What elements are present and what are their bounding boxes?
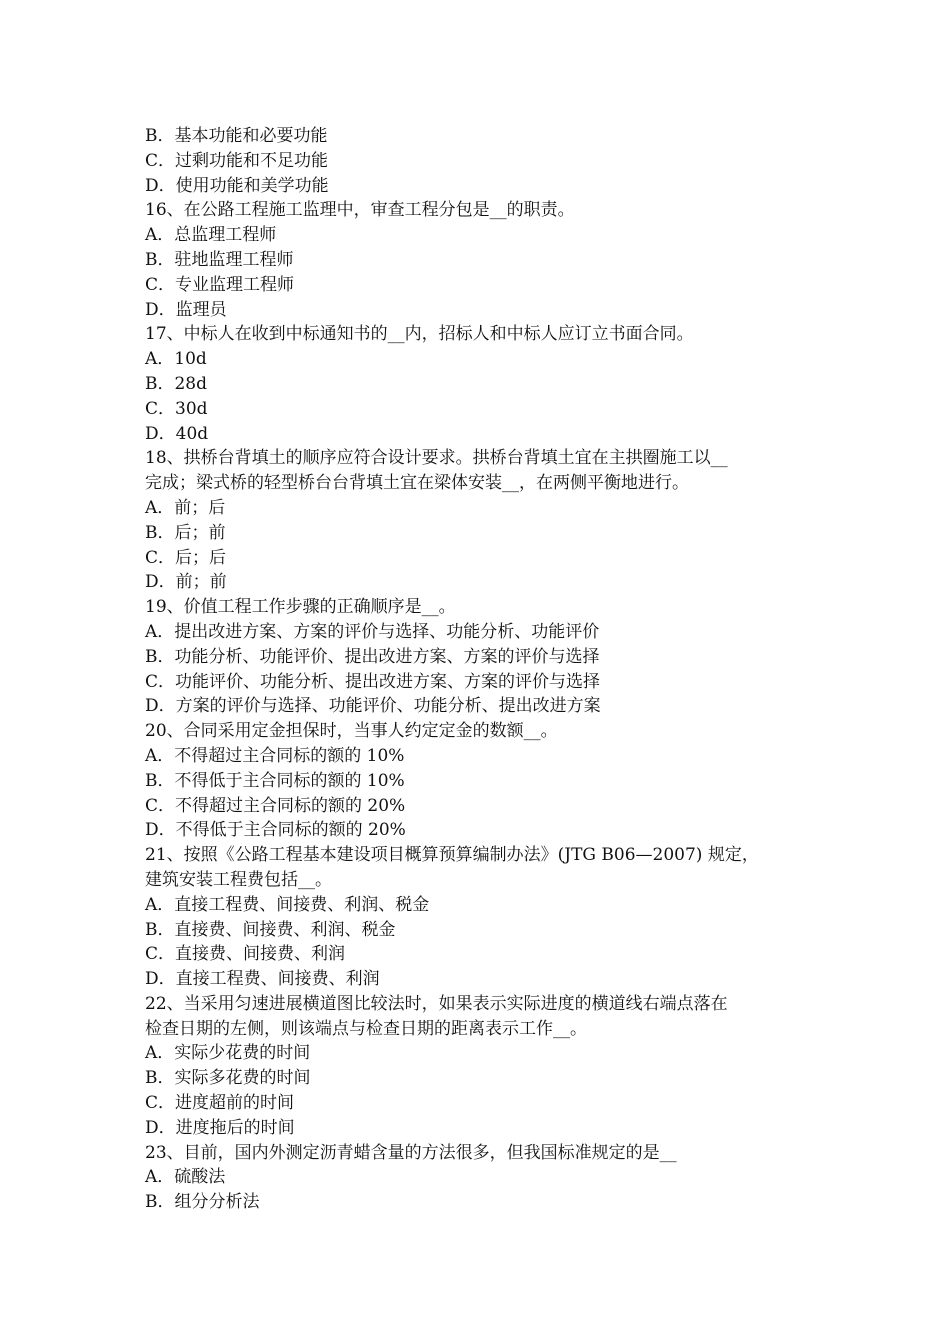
- question-22-continued: 检查日期的左侧，则该端点与检查日期的距离表示工作__。: [145, 1018, 587, 1039]
- option-line: A．直接工程费、间接费、利润、税金: [145, 894, 430, 915]
- option-line: B．28d: [145, 373, 208, 394]
- option-line: B．组分分析法: [145, 1192, 260, 1213]
- option-line: C．直接费、间接费、利润: [145, 944, 346, 965]
- option-line: D．40d: [145, 423, 209, 444]
- question-22: 22、当采用匀速进展横道图比较法时，如果表示实际进度的横道线右端点落在: [145, 993, 728, 1014]
- option-line: C．不得超过主合同标的额的 20%: [145, 795, 406, 816]
- option-line: A．硫酸法: [145, 1167, 226, 1188]
- question-18: 18、拱桥台背填土的顺序应符合设计要求。拱桥台背填土宜在主拱圈施工以__: [145, 448, 728, 469]
- question-17: 17、中标人在收到中标通知书的__内，招标人和中标人应订立书面合同。: [145, 324, 694, 345]
- option-line: A．提出改进方案、方案的评价与选择、功能分析、功能评价: [145, 621, 600, 642]
- question-16: 16、在公路工程施工监理中，审查工程分包是__的职责。: [145, 200, 575, 221]
- option-line: D．监理员: [145, 299, 227, 320]
- option-line: A．前；后: [145, 497, 226, 518]
- option-line: A．10d: [145, 349, 207, 370]
- option-line: C．进度超前的时间: [145, 1093, 295, 1114]
- option-line: D．直接工程费、间接费、利润: [145, 969, 380, 990]
- question-18-continued: 完成；梁式桥的轻型桥台台背填土宜在梁体安装__，在两侧平衡地进行。: [145, 473, 689, 494]
- option-line: B．功能分析、功能评价、提出改进方案、方案的评价与选择: [145, 646, 600, 667]
- option-line: D．进度拖后的时间: [145, 1117, 295, 1138]
- question-21-continued: 建筑安装工程费包括__。: [145, 869, 332, 890]
- option-line: A．实际少花费的时间: [145, 1043, 311, 1064]
- question-21: 21、按照《公路工程基本建设项目概算预算编制办法》(JTG B06—2007) 规定，: [145, 845, 759, 866]
- option-line: B．直接费、间接费、利润、税金: [145, 919, 396, 940]
- option-line: A．总监理工程师: [145, 225, 277, 246]
- option-line: B．不得低于主合同标的额的 10%: [145, 770, 405, 791]
- option-line: A．不得超过主合同标的额的 10%: [145, 745, 405, 766]
- document-body: [145, 124, 815, 1215]
- option-line: D．前；前: [145, 572, 227, 593]
- option-line: B．实际多花费的时间: [145, 1068, 311, 1089]
- option-line: B．基本功能和必要功能: [145, 126, 328, 146]
- option-line: D．使用功能和美学功能: [145, 175, 329, 196]
- option-line: C．专业监理工程师: [145, 274, 295, 295]
- question-23: 23、目前，国内外测定沥青蜡含量的方法很多，但我国标准规定的是__: [145, 1142, 677, 1163]
- option-line: C．功能评价、功能分析、提出改进方案、方案的评价与选择: [145, 671, 601, 692]
- option-line: B．后；前: [145, 522, 226, 543]
- option-line: C．过剩功能和不足功能: [145, 150, 329, 171]
- option-line: C．30d: [145, 398, 208, 419]
- option-line: D．不得低于主合同标的额的 20%: [145, 820, 406, 841]
- option-line: B．驻地监理工程师: [145, 249, 294, 270]
- option-line: C．后；后: [145, 547, 227, 568]
- option-line: D．方案的评价与选择、功能评价、功能分析、提出改进方案: [145, 696, 601, 717]
- question-20: 20、合同采用定金担保时，当事人约定定金的数额__。: [145, 721, 558, 742]
- question-19: 19、价值工程工作步骤的正确顺序是__。: [145, 597, 456, 618]
